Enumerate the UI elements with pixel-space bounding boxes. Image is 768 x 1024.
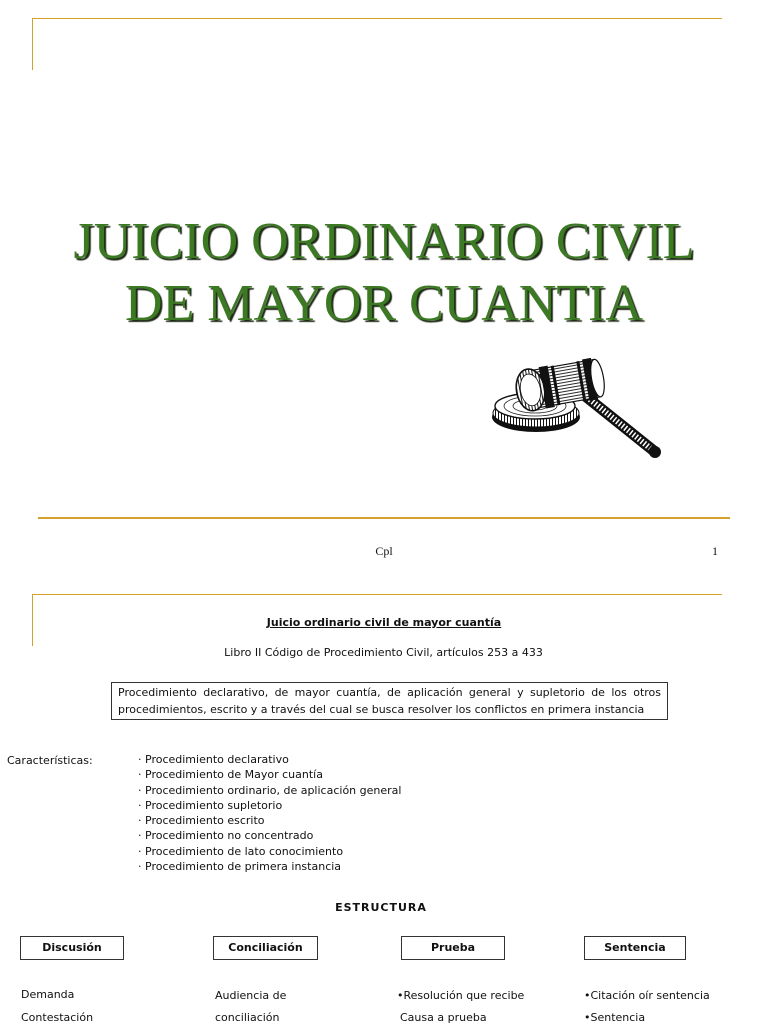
stage-box-prueba: Prueba bbox=[401, 936, 505, 960]
gavel-icon bbox=[492, 355, 664, 461]
stage-item: •Sentencia bbox=[584, 1011, 646, 1024]
list-item: · Procedimiento de lato conocimiento bbox=[137, 844, 401, 859]
slide-2-heading: Juicio ordinario civil de mayor cuantía bbox=[266, 616, 502, 629]
list-item: · Procedimiento ordinario, de aplicación general bbox=[137, 783, 401, 798]
definition-box: Procedimiento declarativo, de mayor cuantía, de aplicación general y supletorio de los otros procedimientos, escrito y a través del cual se busca resolver los conflictos en primera instancia bbox=[111, 682, 668, 720]
stage-item: Contestación bbox=[21, 1011, 94, 1024]
stage-item: •Citación oír sentencia bbox=[584, 989, 710, 1002]
list-item: · Procedimiento de primera instancia bbox=[137, 859, 401, 874]
characteristics-list bbox=[137, 752, 401, 874]
title-line-2: DE MAYOR CUANTIA bbox=[124, 275, 644, 332]
stage-item: conciliación bbox=[215, 1011, 280, 1024]
slide-footer-label: Cpl bbox=[375, 544, 393, 558]
title-line-1: JUICIO ORDINARIO CIVIL bbox=[73, 213, 695, 270]
list-item: · Procedimiento no concentrado bbox=[137, 828, 401, 843]
list-item: · Procedimiento de Mayor cuantía bbox=[137, 767, 401, 782]
list-item: · Procedimiento supletorio bbox=[137, 798, 401, 813]
slide-1-accent-line-top bbox=[32, 18, 722, 19]
stage-item: Audiencia de bbox=[215, 989, 287, 1002]
slide-2-subheading: Libro II Código de Procedimiento Civil, artículos 253 a 433 bbox=[224, 646, 543, 659]
stage-box-discusion: Discusión bbox=[20, 936, 124, 960]
slide-2-accent-line-top bbox=[32, 594, 722, 595]
gavel-handle bbox=[584, 395, 661, 458]
structure-title: ESTRUCTURA bbox=[335, 901, 427, 914]
slide-1-accent-line-left bbox=[32, 18, 33, 70]
slide-1-title bbox=[0, 211, 768, 335]
list-item: · Procedimiento declarativo bbox=[137, 752, 401, 767]
stage-item: Demanda bbox=[21, 988, 75, 1001]
page-number: 1 bbox=[712, 544, 718, 558]
slide-1-footer-rule bbox=[38, 517, 730, 519]
stage-item: Causa a prueba bbox=[400, 1011, 487, 1024]
list-item: · Procedimiento escrito bbox=[137, 813, 401, 828]
stage-box-conciliacion: Conciliación bbox=[213, 936, 318, 960]
stage-box-sentencia: Sentencia bbox=[584, 936, 686, 960]
characteristics-label: Características: bbox=[7, 754, 93, 767]
stage-item: •Resolución que recibe bbox=[397, 989, 525, 1002]
